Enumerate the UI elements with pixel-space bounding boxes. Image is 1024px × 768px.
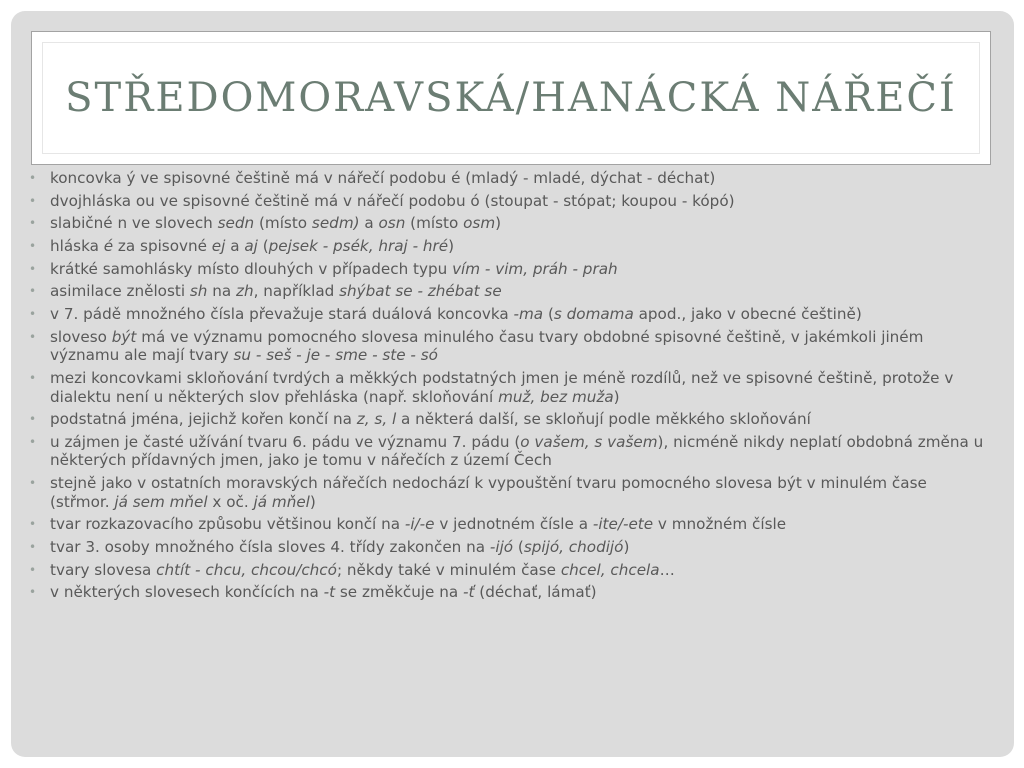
bullet-item: • koncovka ý ve spisovné češtině má v nářečí podobu é (mladý - mladé, dýchat - déchat) bbox=[29, 169, 716, 187]
bullet-item: • mezi koncovkami skloňování tvrdých a měkkých podstatných jmen je méně rozdílů, než ve spisovné češtině, protože v dialektu není u některých slov přehláska (např. skloňování muž, bez muža) bbox=[29, 369, 954, 406]
bullet-dot-icon: • bbox=[29, 329, 37, 344]
bullet-dot-icon: • bbox=[29, 434, 37, 449]
bullet-item: • sloveso být má ve významu pomocného slovesa minulého času tvary obdobné spisovné češtině, v jakémkoli jiném významu ale mají tvary su - seš - je - sme - ste - só bbox=[29, 327, 924, 365]
bullet-item: • slabičné n ve slovech sedn (místo sedm) a osn (místo osm) bbox=[29, 214, 502, 233]
bullet-item: • podstatná jména, jejichž kořen končí na z, s, l a některá další, se skloňují podle měkkého skloňování bbox=[29, 410, 811, 429]
bullet-dot-icon: • bbox=[29, 412, 37, 427]
bullet-dot-icon: • bbox=[29, 517, 37, 532]
bullet-dot-icon: • bbox=[29, 371, 37, 385]
bullet-dot-icon: • bbox=[29, 539, 37, 554]
bullet-dot-icon: • bbox=[29, 585, 37, 600]
bullet-item: • v některých slovesech končících na -t se změkčuje na -ť (déchať, lámať) bbox=[29, 583, 597, 602]
bullet-item: • tvary slovesa chtít - chcu, chcou/chcó; někdy také v minulém čase chcel, chcela… bbox=[29, 560, 675, 579]
bullet-dot-icon: • bbox=[29, 476, 37, 491]
bullet-item: • tvar 3. osoby množného čísla sloves 4. třídy zakončen na -ijó (spijó, chodijó) bbox=[29, 537, 630, 556]
bullet-item: • stejně jako v ostatních moravských nářečích nedochází k vypouštění tvaru pomocného slovesa být v minulém čase (střmor. já sem mňel x oč. já mňel) bbox=[29, 474, 927, 511]
bullet-dot-icon: • bbox=[29, 307, 37, 322]
title-inner-frame bbox=[42, 42, 980, 154]
bullet-dot-icon: • bbox=[29, 239, 37, 254]
bullet-dot-icon: • bbox=[29, 171, 37, 185]
bullet-list bbox=[28, 169, 988, 606]
bullet-dot-icon: • bbox=[29, 216, 37, 231]
bullet-item: • tvar rozkazovacího způsobu většinou končí na -i/-e v jednotném čísle a -ite/-ete v množném čísle bbox=[29, 515, 787, 534]
title-frame bbox=[31, 31, 991, 165]
bullet-item: • dvojhláska ou ve spisovné češtině má v nářečí podobu ó (stoupat - stópat; koupou - kópó) bbox=[29, 191, 735, 210]
bullet-item: • u zájmen je časté užívání tvaru 6. pádu ve významu 7. pádu (o vašem, s vašem), nicméně nikdy neplatí obdobná změna u některých přídavných jmen, jako je tomu v nářečích z území Čech bbox=[29, 432, 984, 470]
slide-title: STŘEDOMORAVSKÁ/HANÁCKÁ NÁŘEČÍ bbox=[65, 75, 957, 121]
bullet-dot-icon: • bbox=[29, 193, 37, 208]
bullet-item: • asimilace znělosti sh na zh, například shýbat se - zhébat se bbox=[29, 282, 502, 301]
bullet-item: • v 7. pádě množného čísla převažuje stará duálová koncovka -ma (s domama apod., jako v obecné češtině) bbox=[29, 305, 862, 324]
bullet-dot-icon: • bbox=[29, 562, 37, 577]
bullet-item: • krátké samohlásky místo dlouhých v případech typu vím - vim, práh - prah bbox=[29, 259, 618, 278]
bullet-dot-icon: • bbox=[29, 261, 37, 276]
bullet-dot-icon: • bbox=[29, 284, 37, 299]
bullet-item: • hláska é za spisovné ej a aj (pejsek - psék, hraj - hré) bbox=[29, 237, 455, 256]
